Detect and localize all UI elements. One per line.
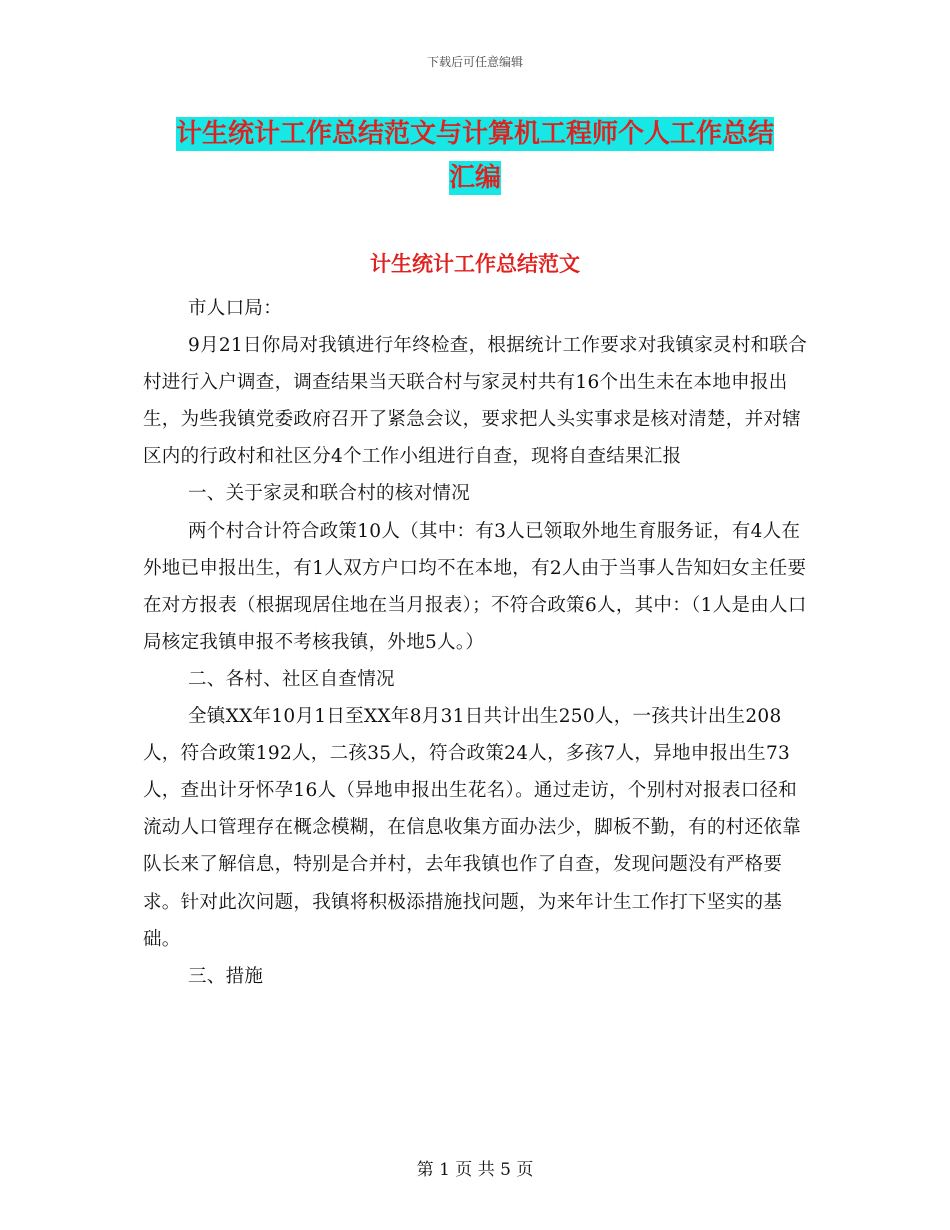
heading-section-3: 三、措施 bbox=[188, 965, 264, 987]
paragraph-intro: 9月21日你局对我镇进行年终检查，根据统计工作要求对我镇家灵村和联合村进行入户调查，调查结果当天联合村与家灵村共有16个出生未在本地申报出生，为些我镇党委政府召开了紧急会议，要求把人头实事求是核对清楚，并对辖区内的行政村和社区分4个工作小组进行自查，现将自查结果汇报 bbox=[143, 335, 808, 468]
title-line-2: 汇编 bbox=[448, 163, 501, 193]
document-body bbox=[143, 290, 813, 995]
section-title: 计生统计工作总结范文 bbox=[370, 252, 580, 276]
heading-section-2: 二、各村、社区自查情况 bbox=[188, 668, 395, 690]
title-line-1: 计生统计工作总结范文与计算机工程师个人工作总结 bbox=[175, 119, 774, 149]
paragraph-section-1: 两个村合计符合政策10人（其中：有3人已领取外地生育服务证，有4人在外地已申报出生，有1人双方户口均不在本地，有2人由于当事人告知妇女主任要在对方报表（根据现居住地在当月报表）；不符合政策6人，其中：（1人是由人口局核定我镇申报不考核我镇，外地5人。） bbox=[143, 520, 807, 653]
heading-section-1: 一、关于家灵和联合村的核对情况 bbox=[188, 483, 471, 505]
document-title bbox=[0, 112, 950, 200]
salutation: 市人口局： bbox=[188, 298, 283, 319]
page-number-footer: 第 1 页 共 5 页 bbox=[416, 1160, 534, 1180]
paragraph-section-2: 全镇XX年10月1日至XX年8月31日共计出生250人，一孩共计出生208人，符合政策192人，二孩35人，符合政策24人，多孩7人，异地申报出生73人，查出计牙怀孕16人（异地申报出生花名）。通过走访，个别村对报表口径和流动人口管理存在概念模糊，在信息收集方面办法少，脚板不勤，有的村还依靠队长来了解信息，特别是合并村，去年我镇也作了自查，发现问题没有严格要求。针对此次问题，我镇将积极添措施找问题，为来年计生工作打下坚实的基础。 bbox=[143, 706, 802, 950]
page-header-note: 下载后可任意编辑 bbox=[426, 55, 523, 69]
